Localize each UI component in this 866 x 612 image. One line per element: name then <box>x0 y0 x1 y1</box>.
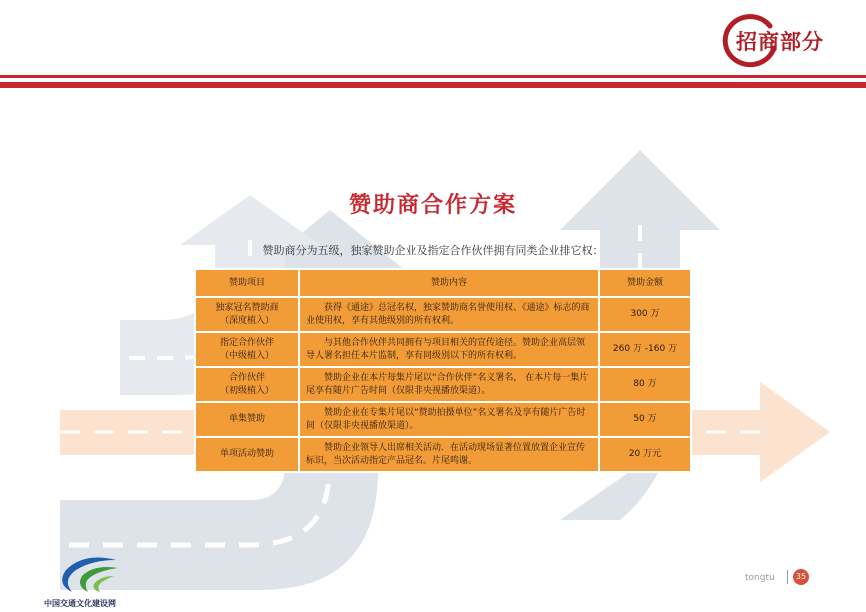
sponsorship-table <box>194 268 692 473</box>
item-title: 单集赞助 <box>228 414 265 424</box>
row-content: 赞助企业领导人出席相关活动．在活动现场显著位置放置企业宣传标识，当次活动指定产品冠名。片尾鸣谢。 <box>299 437 599 472</box>
item-title: 单项活动赞助 <box>219 449 274 459</box>
page-title: 赞助商合作方案 <box>348 192 517 218</box>
row-content: 赞助企业在本片每集片尾以“合作伙伴”名义署名， 在本片每一集片尾享有随片广告时间（仅限非央视播放渠道）。 <box>299 367 599 402</box>
page-subtitle: 赞助商分为五级，独家赞助企业及指定合作伙伴拥有同类企业排它权： <box>262 244 604 257</box>
org-logo-icon <box>54 552 124 598</box>
row-item <box>195 437 299 472</box>
header-item: 赞助项目 <box>195 269 299 297</box>
page-separator <box>787 570 788 584</box>
row-content: 获得《通途》总冠名权，独家赞助商名誉使用权、《通途》标志的商业使用权，享有其他级别的所有权利。 <box>299 297 599 332</box>
item-title: 指定合作伙伴 <box>219 337 274 348</box>
row-content: 赞助企业在专集片尾以“赞助拍摄单位”名义署名及享有随片广告时间（仅限非央视播放渠道）。 <box>299 402 599 437</box>
row-amount: 300 万 <box>599 297 691 332</box>
brand-name: tongtu <box>745 573 775 583</box>
header-content: 赞助内容 <box>299 269 599 297</box>
item-level: （初级植入） <box>219 385 274 396</box>
row-item <box>195 402 299 437</box>
item-title: 合作伙伴 <box>228 372 265 383</box>
item-title: 独家冠名赞助商 <box>215 302 279 313</box>
table-row <box>195 332 691 367</box>
row-item <box>195 332 299 367</box>
row-amount: 260 万 -160 万 <box>599 332 691 367</box>
table-row <box>195 437 691 472</box>
header-rule-thick <box>0 82 866 88</box>
table-row <box>195 297 691 332</box>
header-amount: 赞助金额 <box>599 269 691 297</box>
row-amount: 20 万元 <box>599 437 691 472</box>
section-seal-label: 招商部分 <box>736 29 824 54</box>
page-number: 35 <box>793 569 809 585</box>
row-item <box>195 367 299 402</box>
table-row <box>195 367 691 402</box>
row-content: 与其他合作伙伴共同拥有与项目相关的宣传途径。赞助企业高层领导人署名担任本片监制，享有同级别以下的所有权利。 <box>299 332 599 367</box>
org-name: 中国交通文化建设网 <box>44 598 116 608</box>
row-item <box>195 297 299 332</box>
header-rule-thin <box>0 75 866 78</box>
row-amount: 50 万 <box>599 402 691 437</box>
item-level: （深度植入） <box>219 315 274 326</box>
table-header-row <box>195 269 691 297</box>
table-row <box>195 402 691 437</box>
row-amount: 80 万 <box>599 367 691 402</box>
item-level: （中级植入） <box>219 350 274 361</box>
